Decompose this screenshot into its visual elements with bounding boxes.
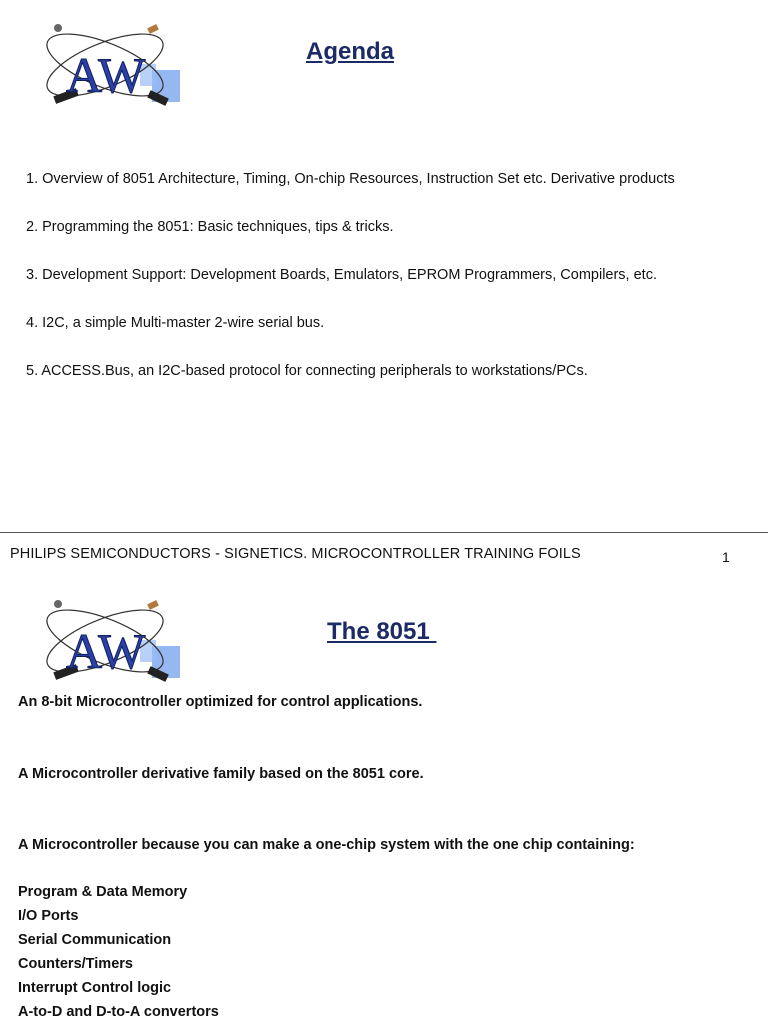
paragraph: A Microcontroller derivative family based on the 8051 core. xyxy=(18,766,424,782)
agenda-title: Agenda xyxy=(306,38,395,65)
logo-text: AW xyxy=(66,623,146,679)
feature-item: A-to-D and D-to-A convertors xyxy=(18,1004,219,1020)
aw-logo xyxy=(40,20,180,110)
feature-list xyxy=(18,882,219,1026)
agenda-item: 4. I2C, a simple Multi-master 2-wire serial bus. xyxy=(26,315,325,331)
agenda-item: 2. Programming the 8051: Basic techniques, tips & tricks. xyxy=(26,219,394,235)
feature-item: Interrupt Control logic xyxy=(18,980,172,996)
feature-item: Counters/Timers xyxy=(18,956,133,972)
agenda-item: 1. Overview of 8051 Architecture, Timing, On-chip Resources, Instruction Set etc. Derivative products xyxy=(26,171,675,187)
slide-title: The 8051 xyxy=(327,618,437,645)
agenda-item: 5. ACCESS.Bus, an I2C-based protocol for connecting peripherals to workstations/PCs. xyxy=(26,363,588,379)
paragraph: A Microcontroller because you can make a one-chip system with the one chip containing: xyxy=(18,837,635,853)
agenda-list xyxy=(26,170,675,410)
logo-text: AW xyxy=(66,47,146,103)
page-number: 1 xyxy=(722,549,730,565)
footer-text: PHILIPS SEMICONDUCTORS - SIGNETICS. MICROCONTROLLER TRAINING FOILS xyxy=(10,546,581,562)
page-divider xyxy=(0,532,768,533)
paragraph: An 8-bit Microcontroller optimized for control applications. xyxy=(18,694,423,710)
feature-item: Serial Communication xyxy=(18,932,172,948)
aw-logo xyxy=(40,596,180,686)
agenda-item: 3. Development Support: Development Boards, Emulators, EPROM Programmers, Compilers, etc. xyxy=(26,267,657,283)
feature-item: I/O Ports xyxy=(18,908,79,924)
feature-item: Program & Data Memory xyxy=(18,884,188,900)
